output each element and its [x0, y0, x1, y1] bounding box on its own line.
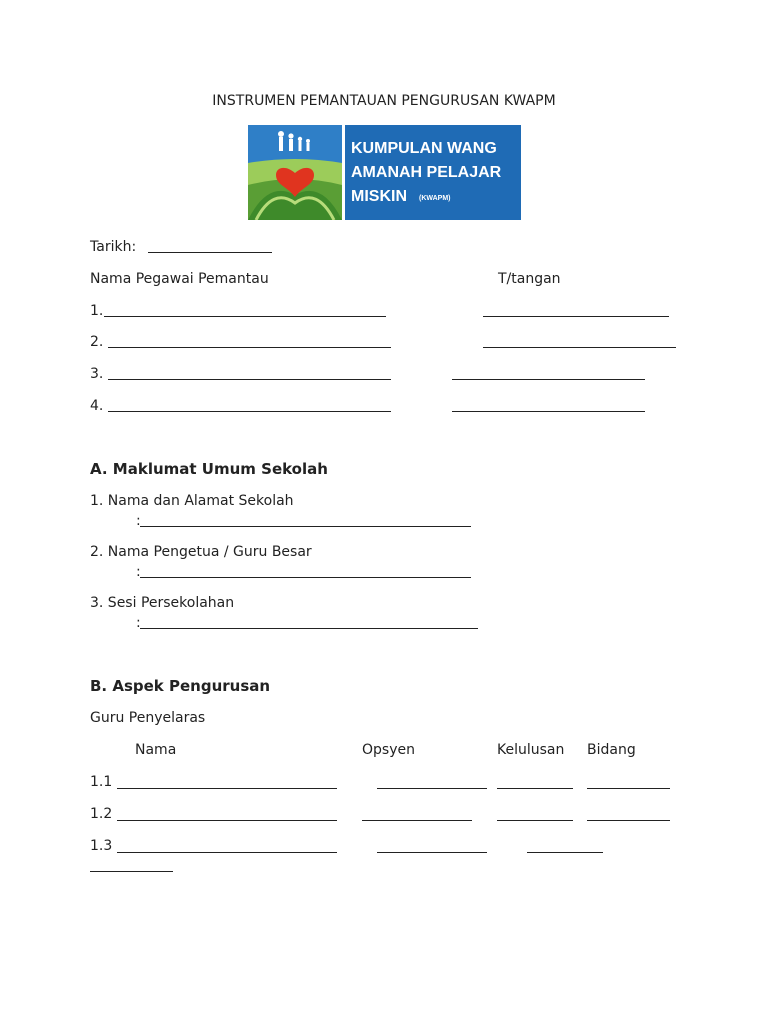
opsyen-field[interactable] — [377, 788, 487, 789]
logo-line-1: KUMPULAN WANG — [351, 140, 497, 157]
section-a-item: 2. Nama Pengetua / Guru Besar — [90, 544, 312, 560]
opsyen-field[interactable] — [362, 820, 472, 821]
bidang-field[interactable] — [587, 788, 670, 789]
section-a-item: 3. Sesi Persekolahan — [90, 595, 235, 611]
section-b-subtitle: Guru Penyelaras — [90, 710, 206, 726]
tarikh-field[interactable] — [148, 252, 272, 253]
kwapm-logo — [248, 125, 521, 220]
bidang-field[interactable] — [587, 820, 670, 821]
principal-name-field[interactable] — [140, 577, 471, 578]
officer-number: 1. — [90, 303, 104, 319]
section-b-title: B. Aspek Pengurusan — [90, 677, 271, 695]
column-header-kelulusan: Kelulusan — [497, 742, 565, 758]
nama-field[interactable] — [117, 788, 337, 789]
logo-line-2: AMANAH PELAJAR — [351, 164, 502, 181]
colon: : — [136, 615, 141, 631]
kelulusan-field[interactable] — [497, 820, 573, 821]
kelulusan-field[interactable] — [527, 852, 603, 853]
logo-abbr: (KWAPM) — [419, 195, 451, 202]
row-number: 1.2 — [90, 806, 113, 822]
row-number: 1.1 — [90, 774, 113, 790]
officer-name-header: Nama Pegawai Pemantau — [90, 271, 269, 287]
school-session-field[interactable] — [140, 628, 478, 629]
officer-name-field[interactable] — [108, 347, 391, 348]
officer-sign-field[interactable] — [452, 379, 645, 380]
section-a-item: 1. Nama dan Alamat Sekolah — [90, 493, 294, 509]
section-a-title: A. Maklumat Umum Sekolah — [90, 460, 328, 478]
officer-number: 4. — [90, 398, 104, 414]
opsyen-field[interactable] — [377, 852, 487, 853]
bidang-field[interactable] — [90, 871, 173, 872]
officer-sign-header: T/tangan — [498, 271, 561, 287]
column-header-nama: Nama — [135, 742, 177, 758]
officer-name-field[interactable] — [104, 316, 386, 317]
column-header-opsyen: Opsyen — [362, 742, 415, 758]
officer-sign-field[interactable] — [483, 316, 669, 317]
officer-sign-field[interactable] — [452, 411, 645, 412]
officer-number: 3. — [90, 366, 104, 382]
logo-line-3: MISKIN — [351, 188, 407, 205]
officer-name-field[interactable] — [108, 379, 391, 380]
officer-name-field[interactable] — [108, 411, 391, 412]
nama-field[interactable] — [117, 820, 337, 821]
officer-number: 2. — [90, 334, 104, 350]
officer-sign-field[interactable] — [483, 347, 676, 348]
kelulusan-field[interactable] — [497, 788, 573, 789]
column-header-bidang: Bidang — [587, 742, 636, 758]
colon: : — [136, 564, 141, 580]
nama-field[interactable] — [117, 852, 337, 853]
row-number: 1.3 — [90, 838, 113, 854]
colon: : — [136, 513, 141, 529]
school-name-field[interactable] — [140, 526, 471, 527]
tarikh-label: Tarikh: — [90, 239, 137, 255]
document-title: INSTRUMEN PEMANTAUAN PENGURUSAN KWAPM — [212, 93, 556, 109]
